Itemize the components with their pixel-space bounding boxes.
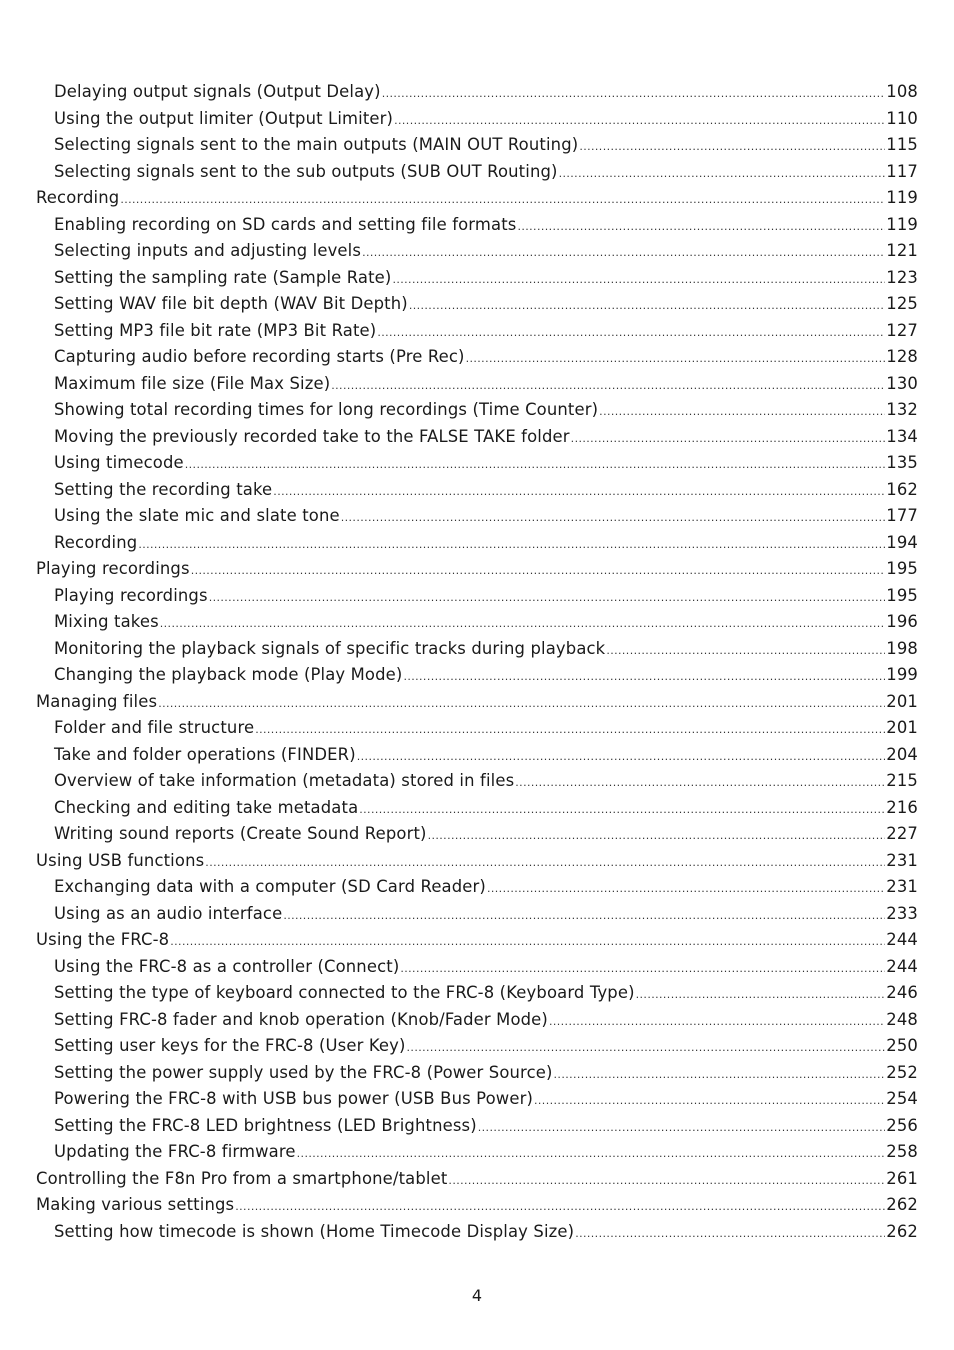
toc-entry-title: Capturing audio before recording starts (Pre Rec) <box>54 347 465 366</box>
dot-leader <box>571 426 886 453</box>
dot-leader <box>478 1115 885 1142</box>
dot-leader <box>606 638 885 665</box>
dot-leader <box>579 134 885 161</box>
toc-subsection-link[interactable] <box>36 821 918 848</box>
toc-entry-page: 199 <box>886 665 918 684</box>
toc-section-link[interactable] <box>36 689 918 716</box>
toc-entry-page: 110 <box>886 108 918 128</box>
toc-entry-title: Setting the power supply used by the FRC-8 (Power Source) <box>54 1062 553 1082</box>
toc-entry-title: Selecting signals sent to the main outputs (MAIN OUT Routing) <box>54 135 579 154</box>
toc-entry-title: Managing files <box>36 691 158 711</box>
page-number: 4 <box>471 1286 483 1305</box>
toc-subsection-link[interactable] <box>36 530 918 557</box>
toc-entry-page: 196 <box>886 612 918 631</box>
toc-entry-title: Using as an audio interface <box>54 903 283 923</box>
toc-entry-title: Selecting signals sent to the sub outputs (SUB OUT Routing) <box>54 161 558 181</box>
dot-leader <box>515 770 885 797</box>
toc-entry-page: 262 <box>886 1221 918 1241</box>
toc-entry-title: Setting user keys for the FRC-8 (User Key) <box>54 1036 406 1055</box>
dot-leader <box>549 1009 885 1036</box>
toc-subsection-link[interactable] <box>36 1139 918 1166</box>
toc-entry-title: Setting the recording take <box>54 479 273 499</box>
toc-entry-page: 198 <box>886 638 918 658</box>
toc-section-link[interactable] <box>36 1192 918 1219</box>
toc-subsection-link[interactable] <box>36 212 918 239</box>
dot-leader <box>297 1141 886 1168</box>
toc-subsection-link[interactable] <box>36 371 918 398</box>
toc-subsection-link[interactable] <box>36 450 918 477</box>
toc-entry-page: 233 <box>886 903 918 923</box>
toc-subsection-link[interactable] <box>36 1033 918 1060</box>
toc-entry-title: Recording <box>36 188 120 207</box>
toc-entry-page: 248 <box>886 1009 918 1029</box>
toc-subsection-link[interactable] <box>36 344 918 371</box>
toc-entry-page: 252 <box>886 1062 918 1082</box>
dot-leader <box>394 108 885 135</box>
toc-entry-page: 115 <box>886 135 918 154</box>
table-of-contents <box>36 79 918 1245</box>
dot-leader <box>559 161 886 188</box>
toc-entry-page: 256 <box>886 1115 918 1135</box>
toc-entry-page: 244 <box>886 956 918 976</box>
toc-entry-page: 127 <box>886 320 918 340</box>
toc-entry-title: Using the output limiter (Output Limiter) <box>54 108 394 128</box>
toc-entry-page: 130 <box>886 373 918 393</box>
toc-entry-title: Enabling recording on SD cards and setting file formats <box>54 214 517 234</box>
toc-entry-title: Setting FRC-8 fader and knob operation (Knob/Fader Mode) <box>54 1009 548 1029</box>
dot-leader <box>191 558 886 585</box>
toc-entry-title: Setting MP3 file bit rate (MP3 Bit Rate) <box>54 320 377 340</box>
dot-leader <box>517 214 885 241</box>
dot-leader <box>185 452 885 479</box>
toc-subsection-link[interactable] <box>36 477 918 504</box>
toc-subsection-link[interactable] <box>36 662 918 689</box>
dot-leader <box>341 505 886 532</box>
toc-entry-page: 262 <box>886 1195 918 1214</box>
toc-subsection-link[interactable] <box>36 159 918 186</box>
toc-entry-title: Take and folder operations (FINDER) <box>54 744 356 764</box>
dot-leader <box>273 479 885 506</box>
toc-entry-page: 195 <box>886 559 918 578</box>
toc-subsection-link[interactable] <box>36 424 918 451</box>
dot-leader <box>575 1221 885 1248</box>
toc-entry-page: 194 <box>886 532 918 552</box>
toc-subsection-link[interactable] <box>36 1113 918 1140</box>
toc-entry-page: 261 <box>886 1168 918 1188</box>
toc-entry-title: Showing total recording times for long recordings (Time Counter) <box>54 400 599 419</box>
toc-entry-title: Setting WAV file bit depth (WAV Bit Depth) <box>54 294 408 313</box>
toc-entry-page: 231 <box>886 877 918 896</box>
dot-leader <box>331 373 885 400</box>
toc-subsection-link[interactable] <box>36 954 918 981</box>
toc-subsection-link[interactable] <box>36 1219 918 1246</box>
toc-entry-page: 215 <box>886 771 918 790</box>
toc-entry-page: 204 <box>886 744 918 764</box>
toc-subsection-link[interactable] <box>36 715 918 742</box>
toc-subsection-link[interactable] <box>36 132 918 159</box>
toc-entry-title: Setting the sampling rate (Sample Rate) <box>54 267 392 287</box>
dot-leader <box>636 982 886 1009</box>
toc-entry-title: Overview of take information (metadata) stored in files <box>54 771 515 790</box>
toc-entry-title: Using USB functions <box>36 850 205 870</box>
toc-entry-title: Using timecode <box>54 453 184 472</box>
toc-subsection-link[interactable] <box>36 742 918 769</box>
toc-subsection-link[interactable] <box>36 768 918 795</box>
dot-leader <box>255 717 885 744</box>
dot-leader <box>554 1062 886 1089</box>
dot-leader <box>235 1194 885 1221</box>
dot-leader <box>382 81 886 108</box>
dot-leader <box>599 399 885 426</box>
toc-entry-page: 254 <box>886 1089 918 1108</box>
toc-entry-title: Delaying output signals (Output Delay) <box>54 82 381 101</box>
dot-leader <box>170 929 885 956</box>
toc-entry-page: 132 <box>886 400 918 419</box>
toc-entry-title: Making various settings <box>36 1195 235 1214</box>
toc-subsection-link[interactable] <box>36 397 918 424</box>
toc-entry-page: 201 <box>886 718 918 737</box>
toc-entry-page: 201 <box>886 691 918 711</box>
toc-subsection-link[interactable] <box>36 1086 918 1113</box>
dot-leader <box>160 611 885 638</box>
dot-leader <box>487 876 885 903</box>
toc-entry-title: Mixing takes <box>54 612 159 631</box>
toc-subsection-link[interactable] <box>36 1007 918 1034</box>
toc-subsection-link[interactable] <box>36 291 918 318</box>
toc-entry-title: Controlling the F8n Pro from a smartphone/tablet <box>36 1168 448 1188</box>
toc-entry-page: 121 <box>886 241 918 260</box>
toc-entry-page: 216 <box>886 797 918 817</box>
dot-leader <box>362 240 885 267</box>
toc-entry-title: Using the FRC-8 as a controller (Connect) <box>54 956 400 976</box>
toc-entry-page: 108 <box>886 82 918 101</box>
toc-section-link[interactable] <box>36 185 918 212</box>
toc-entry-title: Using the slate mic and slate tone <box>54 506 340 525</box>
toc-entry-title: Writing sound reports (Create Sound Report) <box>54 824 427 843</box>
toc-entry-page: 135 <box>886 453 918 472</box>
dot-leader <box>209 585 886 612</box>
toc-section-link[interactable] <box>36 848 918 875</box>
dot-leader <box>409 293 885 320</box>
dot-leader <box>357 744 885 771</box>
toc-entry-page: 119 <box>886 214 918 234</box>
toc-entry-title: Folder and file structure <box>54 718 255 737</box>
toc-entry-title: Playing recordings <box>36 559 190 578</box>
toc-section-link[interactable] <box>36 927 918 954</box>
dot-leader <box>428 823 886 850</box>
toc-entry-page: 117 <box>886 161 918 181</box>
dot-leader <box>377 320 885 347</box>
toc-entry-page: 258 <box>886 1142 918 1161</box>
toc-subsection-link[interactable] <box>36 265 918 292</box>
toc-entry-title: Setting the type of keyboard connected to the FRC-8 (Keyboard Type) <box>54 983 635 1002</box>
toc-subsection-link[interactable] <box>36 1060 918 1087</box>
toc-entry-title: Changing the playback mode (Play Mode) <box>54 665 403 684</box>
toc-entry-page: 134 <box>886 426 918 446</box>
toc-subsection-link[interactable] <box>36 636 918 663</box>
dot-leader <box>205 850 885 877</box>
dot-leader <box>466 346 886 373</box>
toc-entry-title: Using the FRC-8 <box>36 930 170 949</box>
toc-subsection-link[interactable] <box>36 980 918 1007</box>
toc-entry-title: Updating the FRC-8 firmware <box>54 1142 296 1161</box>
toc-subsection-link[interactable] <box>36 795 918 822</box>
toc-entry-page: 250 <box>886 1036 918 1055</box>
toc-entry-title: Setting the FRC-8 LED brightness (LED Brightness) <box>54 1115 477 1135</box>
toc-entry-title: Monitoring the playback signals of specific tracks during playback <box>54 638 606 658</box>
toc-subsection-link[interactable] <box>36 609 918 636</box>
toc-subsection-link[interactable] <box>36 79 918 106</box>
toc-subsection-link[interactable] <box>36 901 918 928</box>
toc-entry-title: Powering the FRC-8 with USB bus power (USB Bus Power) <box>54 1089 534 1108</box>
toc-entry-page: 162 <box>886 479 918 499</box>
toc-entry-page: 119 <box>886 188 918 207</box>
dot-leader <box>158 691 885 718</box>
toc-entry-title: Setting how timecode is shown (Home Timecode Display Size) <box>54 1221 575 1241</box>
dot-leader <box>138 532 885 559</box>
toc-subsection-link[interactable] <box>36 106 918 133</box>
dot-leader <box>534 1088 885 1115</box>
toc-entry-title: Moving the previously recorded take to the FALSE TAKE folder <box>54 426 570 446</box>
dot-leader <box>400 956 885 983</box>
toc-entry-page: 244 <box>886 930 918 949</box>
toc-subsection-link[interactable] <box>36 238 918 265</box>
dot-leader <box>359 797 885 824</box>
toc-entry-title: Playing recordings <box>54 585 208 605</box>
toc-entry-title: Exchanging data with a computer (SD Card Reader) <box>54 877 486 896</box>
dot-leader <box>403 664 885 691</box>
toc-entry-page: 227 <box>886 824 918 843</box>
toc-entry-page: 125 <box>886 294 918 313</box>
toc-entry-title: Checking and editing take metadata <box>54 797 359 817</box>
toc-entry-title: Maximum file size (File Max Size) <box>54 373 331 393</box>
toc-entry-page: 231 <box>886 850 918 870</box>
toc-subsection-link[interactable] <box>36 874 918 901</box>
toc-entry-page: 128 <box>886 347 918 366</box>
toc-entry-title: Recording <box>54 532 138 552</box>
toc-section-link[interactable] <box>36 556 918 583</box>
toc-subsection-link[interactable] <box>36 583 918 610</box>
dot-leader <box>120 187 885 214</box>
toc-entry-page: 195 <box>886 585 918 605</box>
toc-entry-page: 246 <box>886 983 918 1002</box>
toc-section-link[interactable] <box>36 1166 918 1193</box>
toc-entry-page: 123 <box>886 267 918 287</box>
dot-leader <box>407 1035 886 1062</box>
toc-entry-page: 177 <box>886 506 918 525</box>
toc-subsection-link[interactable] <box>36 318 918 345</box>
dot-leader <box>448 1168 885 1195</box>
toc-entry-title: Selecting inputs and adjusting levels <box>54 241 362 260</box>
dot-leader <box>283 903 885 930</box>
toc-subsection-link[interactable] <box>36 503 918 530</box>
dot-leader <box>392 267 885 294</box>
